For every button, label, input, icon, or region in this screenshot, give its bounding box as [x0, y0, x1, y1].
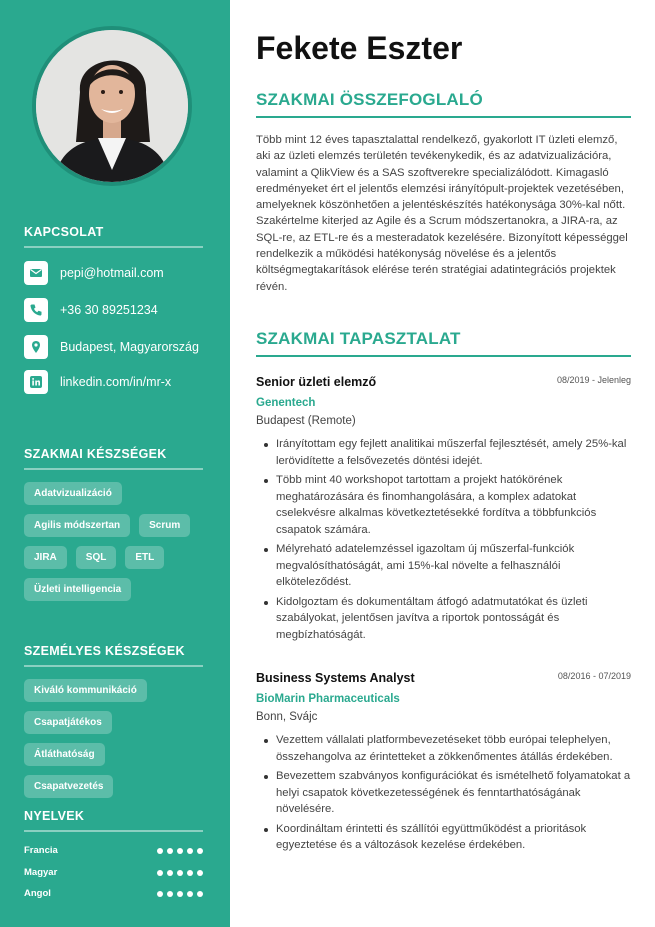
language-level-dots	[153, 848, 203, 854]
skill-chip: Adatvizualizáció	[24, 482, 122, 505]
section-divider	[24, 468, 203, 470]
summary-section-title: SZAKMAI ÖSSZEFOGLALÓ	[256, 90, 483, 109]
personal-skill-chip: Átláthatóság	[24, 743, 105, 766]
section-divider	[24, 830, 203, 832]
personal-skill-chip: Kiváló kommunikáció	[24, 679, 147, 702]
skill-chip: ETL	[125, 546, 164, 569]
skill-chip: JIRA	[24, 546, 67, 569]
contact-location-text: Budapest, Magyarország	[60, 340, 199, 354]
language-row	[24, 867, 203, 878]
job-location: Bonn, Svájc	[256, 711, 318, 723]
section-divider	[24, 246, 203, 248]
linkedin-icon	[24, 370, 48, 394]
list-item: Irányítottam egy fejlett analitikai műszerfal fejlesztését, amely 25%-kal lerövidítette a felsővezetés döntési idejét.	[256, 436, 631, 469]
profile-photo	[32, 26, 192, 186]
skills-list	[24, 482, 209, 610]
job-bullets	[256, 436, 631, 646]
section-divider	[256, 355, 631, 357]
language-name: Francia	[24, 845, 58, 856]
location-pin-icon	[24, 335, 48, 359]
language-name: Magyar	[24, 867, 58, 878]
job-date: 08/2019 - Jelenleg	[556, 375, 631, 385]
sidebar	[0, 0, 230, 927]
job-location: Budapest (Remote)	[256, 415, 356, 427]
section-divider	[256, 116, 631, 118]
skill-chip: Agilis módszertan	[24, 514, 130, 537]
contact-section-title: KAPCSOLAT	[24, 225, 104, 239]
personal-skills-list	[24, 679, 209, 807]
language-level-dots	[153, 891, 203, 897]
job-date: 08/2016 - 07/2019	[557, 671, 631, 681]
languages-section-title: NYELVEK	[24, 809, 85, 823]
phone-icon	[24, 298, 48, 322]
experience-section-title: SZAKMAI TAPASZTALAT	[256, 329, 461, 348]
contact-location	[24, 335, 199, 359]
contact-linkedin-text: linkedin.com/in/mr-x	[60, 375, 172, 389]
list-item: Kidolgoztam és dokumentáltam átfogó adatmutatókat és üzleti szabályokat, jelentősen javítva a riportok pontosságát és megbízhatóságát.	[256, 594, 631, 644]
list-item: Mélyreható adatelemzéssel igazoltam új műszerfal-funkciók megvalósíthatóságát, ami 15%-kal növelte a felhasználói elköteleződést.	[256, 541, 631, 591]
contact-phone[interactable]	[24, 298, 158, 322]
job-company: Genentech	[256, 397, 316, 409]
section-divider	[24, 665, 203, 667]
skill-chip: Üzleti intelligencia	[24, 578, 131, 601]
list-item: Koordináltam érintetti és szállítói együttműködést a prioritások egyeztetése és a változások kezelése érdekében.	[256, 821, 631, 854]
skills-section-title: SZAKMAI KÉSZSÉGEK	[24, 447, 167, 461]
language-row	[24, 888, 203, 899]
personal-skill-chip: Csapatvezetés	[24, 775, 113, 798]
list-item: Bevezettem szabványos konfigurációkat és ismételhető folyamatokat a helyi csapatok következetességének és fenntarthatóságának növelésére.	[256, 768, 631, 818]
language-name: Angol	[24, 888, 51, 899]
personal-skills-section-title: SZEMÉLYES KÉSZSÉGEK	[24, 644, 185, 658]
skill-chip: Scrum	[139, 514, 190, 537]
job-bullets	[256, 732, 631, 857]
contact-phone-text: +36 30 89251234	[60, 303, 158, 317]
contact-linkedin[interactable]	[24, 370, 171, 394]
job-company: BioMarin Pharmaceuticals	[256, 693, 400, 705]
mail-icon	[24, 261, 48, 285]
skill-chip: SQL	[76, 546, 117, 569]
language-row	[24, 845, 203, 856]
language-level-dots	[153, 870, 203, 876]
summary-text: Több mint 12 éves tapasztalattal rendelkező, gyakorlott IT üzleti elemző, aki az üzleti elemzés területén tevékenykedik, és az adatvizualizációra, valamint a QlikView és a SAS szoftverekre specializálódott. Kimagasló eredményeket ért el jelentős elemzési irányítópult-projektek vezetésében, amelyeknek köszönhetően a jelentéskészítés hatékonysága 30%-kal nőtt. Szakértelme kiterjed az Agile és a Scrum módszertanokra, a JIRA-ra, az SQL-re, az ETL-re és a mesteradatok kezelésére. Bizonyított képességgel rendelkezik a működési hatékonyság növelése és a jelentős költségmegtakarítások elérése terén stratégiai adatintegrációs projektek révén.	[256, 134, 628, 293]
list-item: Több mint 40 workshopot tartottam a projekt hatókörének meghatározására és finomhangolására, a komplex adatokat cselekvésre alkalmas következtetésekké fordítva a többfunkciós csapatok számára.	[256, 472, 631, 538]
contact-email-text: pepi@hotmail.com	[60, 266, 164, 280]
list-item: Vezettem vállalati platformbevezetéseket több európai telephelyen, összehangolva az érintetteket a zökkenőmentes átállás érdekében.	[256, 732, 631, 765]
candidate-name: Fekete Eszter	[256, 30, 463, 66]
contact-email[interactable]	[24, 261, 164, 285]
job-title: Senior üzleti elemző	[256, 375, 377, 389]
job-title: Business Systems Analyst	[256, 671, 415, 685]
personal-skill-chip: Csapatjátékos	[24, 711, 112, 734]
